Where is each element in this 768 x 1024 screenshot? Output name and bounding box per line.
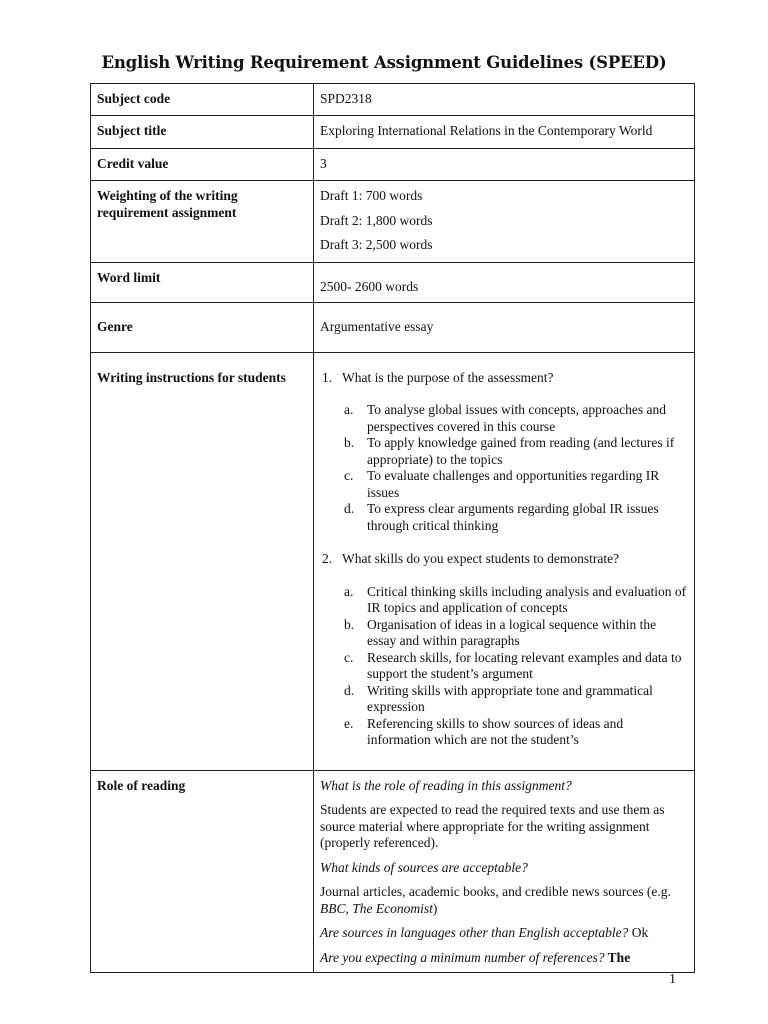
list-item: a. To analyse global issues with concepts, approaches and perspectives covered in this course <box>344 402 666 434</box>
reading-question-2: What kinds of sources are acceptable? <box>320 859 528 875</box>
weighting-label: Weighting of the writing requirement assignment <box>91 181 314 263</box>
reading-answer-2: Journal articles, academic books, and credible news sources (e.g. BBC, The Economist) <box>320 884 671 916</box>
reading-content <box>314 770 695 973</box>
draft-1: Draft 1: 700 words <box>320 188 423 203</box>
page-number: 1 <box>669 972 676 987</box>
reading-label: Role of reading <box>91 770 314 973</box>
row-weighting <box>91 181 695 263</box>
reading-question-4: Are you expecting a minimum number of references? The <box>320 949 631 965</box>
row-word-limit <box>91 263 695 303</box>
purpose-list <box>320 402 688 534</box>
list-item: b. Organisation of ideas in a logical sequence within the essay and within paragraphs <box>344 616 657 648</box>
list-item: c. To evaluate challenges and opportunities regarding IR issues <box>344 468 660 500</box>
list-item: d. To express clear arguments regarding global IR issues through critical thinking <box>344 501 659 533</box>
list-item: a. Critical thinking skills including analysis and evaluation of IR topics and application of concepts <box>344 583 687 615</box>
reading-question-3: Are sources in languages other than English acceptable? Ok <box>320 925 649 940</box>
row-instructions <box>91 352 695 770</box>
instructions-label: Writing instructions for students <box>91 352 314 770</box>
guidelines-table <box>90 83 695 973</box>
row-genre <box>91 302 695 352</box>
row-credit-value <box>91 149 695 181</box>
skills-list <box>320 584 688 749</box>
genre-value: Argumentative essay <box>314 302 695 352</box>
list-item: e. Referencing skills to show sources of ideas and information which are not the student’s <box>344 715 624 747</box>
row-subject-code <box>91 84 695 116</box>
weighting-value <box>314 181 695 263</box>
subject-title-value: Exploring International Relations in the Contemporary World <box>314 116 695 149</box>
list-item: d. Writing skills with appropriate tone and grammatical expression <box>344 682 653 714</box>
credit-value-value: 3 <box>314 149 695 181</box>
word-limit-value: 2500- 2600 words <box>314 263 695 303</box>
document-title: English Writing Requirement Assignment Guidelines (SPEED) <box>101 53 667 72</box>
row-subject-title <box>91 116 695 149</box>
subject-code-value: SPD2318 <box>314 84 695 116</box>
question-1: 1. What is the purpose of the assessment? <box>322 369 554 385</box>
list-item: b. To apply knowledge gained from reading (and lectures if appropriate) to the topics <box>344 435 675 467</box>
credit-value-label: Credit value <box>91 149 314 181</box>
row-reading <box>91 770 695 973</box>
question-2: 2. What skills do you expect students to demonstrate? <box>322 551 620 566</box>
subject-title-label: Subject title <box>91 116 314 149</box>
genre-label: Genre <box>91 302 314 352</box>
list-item: c. Research skills, for locating relevant examples and data to support the student’s argument <box>344 649 682 681</box>
draft-3: Draft 3: 2,500 words <box>320 237 433 252</box>
reading-answer-1: Students are expected to read the required texts and use them as source material where appropriate for the writing assignment (properly referenced). <box>320 802 665 850</box>
instructions-content <box>314 352 695 770</box>
draft-2: Draft 2: 1,800 words <box>320 212 433 228</box>
reading-question-1: What is the role of reading in this assignment? <box>320 777 572 793</box>
word-limit-label: Word limit <box>91 263 314 303</box>
subject-code-label: Subject code <box>91 84 314 116</box>
